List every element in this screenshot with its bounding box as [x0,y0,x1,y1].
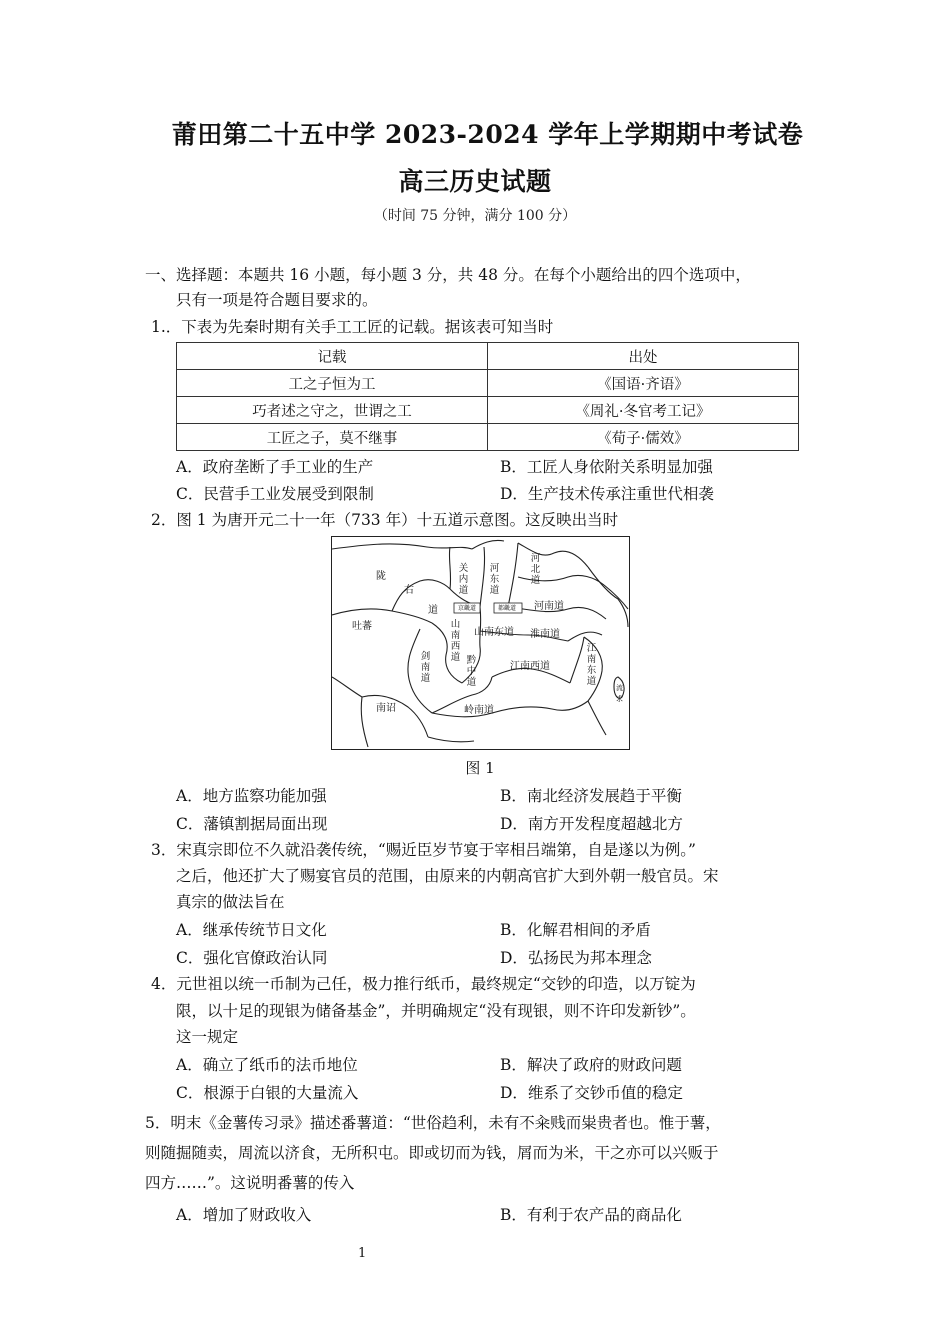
q4-option-b[interactable]: B．解决了政府的财政问题 [500,1056,682,1074]
time-info: （时间 75 分钟，满分 100 分） [373,208,577,224]
q4-option-d[interactable]: D．维系了交钞币值的稳定 [500,1084,683,1102]
page-number: 1 [358,1246,367,1261]
table-row [177,397,799,424]
map-label-jingji: 京畿道 [458,605,477,612]
map-label-hedong: 河东道 [489,563,500,596]
table-header-cell: 出处 [488,343,799,370]
map-label-longyou: 道 [428,605,438,616]
exam-title: 莆田第二十五中学 2023-2024 学年上学期期中考试卷 [171,120,804,149]
map-label-huainan: 淮南道 [530,629,560,640]
q5-stem-line1: 5．明末《金薯传习录》描述番薯道：“世俗趋利，未有不籴贱而粜贵者也。惟于薯， [145,1114,721,1132]
table-cell: 《周礼·冬官考工记》 [488,397,799,424]
q3-stem-line3: 真宗的做法旨在 [176,893,285,911]
table-cell: 《荀子·儒效》 [488,424,799,451]
q5-stem-line3: 四方……”。这说明番薯的传入 [145,1174,355,1192]
q5-option-a[interactable]: A．增加了财政收入 [176,1206,312,1224]
q1-option-d[interactable]: D．生产技术传承注重世代相袭 [500,485,714,503]
map-label-hebei: 河北道 [530,553,541,586]
q1-stem: 1.．下表为先秦时期有关手工工匠的记载。据该表可知当时 [151,318,554,336]
q1-record-table [176,342,799,451]
map-label-henan: 河南道 [534,601,564,612]
q5-stem-line2: 则随掘随卖，周流以济食，无所积屯。即或切而为钱，屑而为米，干之亦可以兴贩于 [145,1144,719,1162]
map-label-jiangnan-west: 江南西道 [510,661,550,672]
map-label-longyou: 右 [404,585,414,596]
q2-option-b[interactable]: B．南北经济发展趋于平衡 [500,787,682,805]
table-row [177,370,799,397]
map-label-duji: 都畿道 [498,605,517,612]
map-label-qianzhong: 黔中道 [466,655,477,688]
q2-stem: 2．图 1 为唐开元二十一年（733 年）十五道示意图。这反映出当时 [151,511,619,529]
figure-caption: 图 1 [465,759,495,777]
map-outlines [332,537,629,749]
q4-stem-line3: 这一规定 [176,1028,239,1046]
map-label-nanzhao: 南诏 [376,703,396,714]
q4-option-a[interactable]: A．确立了纸币的法币地位 [176,1056,358,1074]
map-label-jiangnan-east: 江南东道 [586,643,597,687]
q1-option-c[interactable]: C．民营手工业发展受到限制 [176,485,374,503]
table-cell: 工匠之子，莫不继事 [177,424,488,451]
q5-option-b[interactable]: B．有利于农产品的商品化 [500,1206,682,1224]
q3-option-d[interactable]: D．弘扬民为邦本理念 [500,949,652,967]
q1-option-a[interactable]: A．政府垄断了手工业的生产 [176,458,374,476]
map-label-guannei: 关内道 [458,563,469,596]
map-label-shannan-east: 山南东道 [474,627,514,638]
table-cell: 巧者述之守之，世谓之工 [177,397,488,424]
table-header-row [177,343,799,370]
table-cell: 《国语·齐语》 [488,370,799,397]
q3-option-c[interactable]: C．强化官僚政治认同 [176,949,328,967]
table-header-cell: 记载 [177,343,488,370]
map-label-longyou: 陇 [376,571,386,582]
map-label-lingnan: 岭南道 [464,705,494,716]
map-label-jiannan: 剑南道 [420,651,431,684]
map-label-tubo: 吐蕃 [352,621,372,632]
q4-option-c[interactable]: C．根源于白银的大量流入 [176,1084,359,1102]
q1-option-b[interactable]: B．工匠人身依附关系明显加强 [500,458,713,476]
tang-fifteen-circuits-map [331,536,630,750]
q3-stem-line1: 3．宋真宗即位不久就沿袭传统，“赐近臣岁节宴于宰相吕端第，自是遂以为例。” [151,841,696,859]
q3-stem-line2: 之后，他还扩大了赐宴官员的范围，由原来的内朝高官扩大到外朝一般官员。宋 [176,867,719,885]
table-cell: 工之子恒为工 [177,370,488,397]
map-label-liuqiu: 流求 [616,684,623,703]
q2-option-a[interactable]: A．地方监察功能加强 [176,787,327,805]
section-instruction-line2: 只有一项是符合题目要求的。 [176,291,378,309]
subject-title: 高三历史试题 [398,167,552,196]
map-label-shannan-west: 山南西道 [450,619,461,663]
q4-stem-line2: 限，以十足的现银为储备基金”，并明确规定“没有现银，则不许印发新钞”。 [176,1002,696,1020]
q3-option-b[interactable]: B．化解君相间的矛盾 [500,921,651,939]
q4-stem-line1: 4．元世祖以统一币制为己任，极力推行纸币，最终规定“交钞的印造，以万锭为 [151,975,696,993]
section-instruction-line1: 一、选择题：本题共 16 小题，每小题 3 分，共 48 分。在每个小题给出的四个选项中， [145,266,751,284]
q3-option-a[interactable]: A．继承传统节日文化 [176,921,327,939]
q2-option-c[interactable]: C．藩镇割据局面出现 [176,815,328,833]
table-row [177,424,799,451]
q2-option-d[interactable]: D．南方开发程度超越北方 [500,815,683,833]
